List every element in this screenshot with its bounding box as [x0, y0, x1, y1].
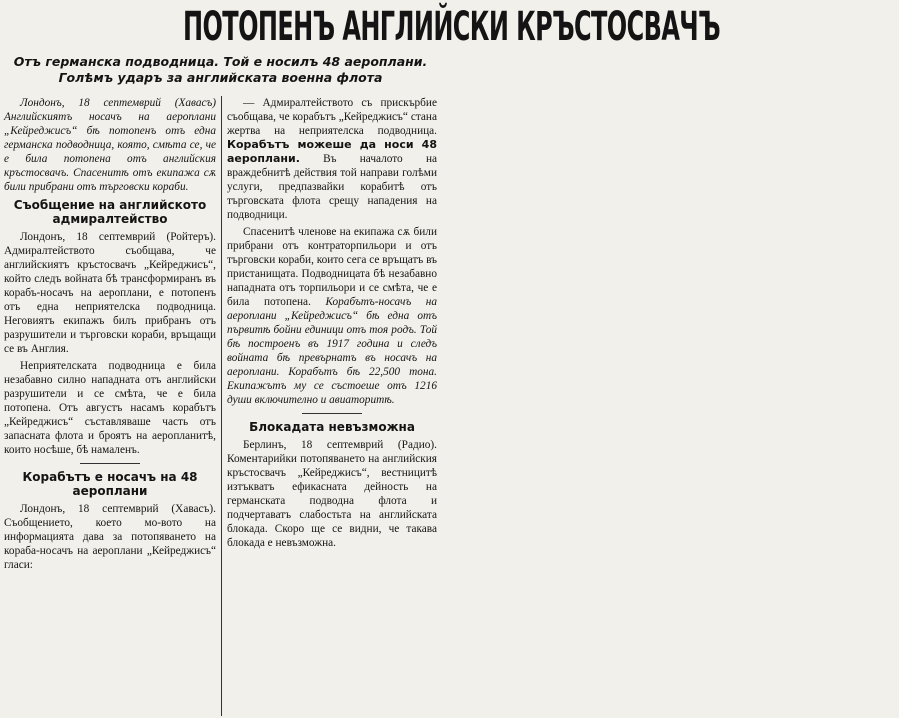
right-column — [227, 96, 437, 714]
admiralty-quote-rest: Въ началото на враждебнитѣ действия той направи голѣми услуги, предпазвайки корабитѣ отъ търговската флота срещу нападения на подводници. — [227, 153, 437, 221]
section-heading-admiralty-statement: Съобщение на английското адмиралтейство — [13, 198, 207, 226]
article-lead-paragraph: Лондонъ, 18 септемврий (Хавасъ) Английскиятъ носачъ на аероплани „Кейреджисъ“ бѣ потопенъ отъ една германска подводница, която, смѣта се, че е била потопена отъ английския кръстосвачъ. Спасенитѣ отъ екипажа сѫ били прибрани отъ търговски кораби. — [4, 97, 216, 193]
section-heading-blockade: Блокадата невъзможна — [249, 420, 415, 434]
headline-text: ПОТОПЕНЪ АНГЛИЙСКИ КРЪСТОСВАЧЪ — [183, 4, 721, 50]
admiralty-paragraph-1: Лондонъ, 18 септемврий (Ройтеръ). Адмиралтейството съобщава, че английскиятъ кръстосвачъ „Кейреджисъ“, който следъ войната бѣ трансформиранъ въ корабъ-носачъ на аероплани, е потопенъ отъ една неприятелска подводница. Неговиятъ екипажъ билъ прибранъ отъ разрушители и търговски кораби, връщащи се въ Англия. — [4, 231, 216, 355]
section-divider — [302, 413, 362, 414]
blockade-paragraph: Берлинъ, 18 септемврий (Радио). Коментарийки потопяването на английския кръстосвачъ „Кейреджисъ“, вестницитѣ изтъкватъ ефикасната дейность на германската подводна флота и подчертаватъ слабостьта на английската блокада. Скоро ще се видни, че такава блокада е невъзможна. — [227, 439, 437, 549]
ship-history-italic: Корабътъ-носачъ на аероплани „Кейреджисъ“ бѣ една отъ първитѣ бойни единици отъ тоя родъ. Той бѣ построенъ въ 1917 година и следъ войната бѣ превърнатъ въ носачъ на аероплани. Корабътъ бѣ 22,500 тона. Екипажътъ му се състоеше отъ 1216 души включително и авиаторитѣ. — [227, 296, 438, 406]
left-column — [4, 96, 216, 714]
admiralty-paragraph-2: Неприятелската подводница е била незабавно силно нападната отъ английски разрушители и се смѣта, че е била потопена. Отъ августъ насамъ корабътъ „Кейреджисъ“ съставляваше часть отъ запасната флота и броятъ на аеропланитѣ, които носѣше, бѣ намаленъ. — [4, 360, 216, 456]
subheadline: Отъ германска подводница. Той е носилъ 48 аероплани. Голѣмъ ударъ за английската военна флота — [13, 54, 428, 85]
carrier-paragraph: Лондонъ, 18 септемврий (Хавасъ). Съобщението, което мо-вото на информацията дава за потопяването на кораба-носачъ на аероплани „Кейреджисъ“ гласи: — [4, 503, 216, 571]
admiralty-quote-text: — Адмиралтейството съ прискърбие съобщава, че корабътъ „Кейреджисъ“ стана жертва на неприятелска подводница. — [227, 97, 437, 137]
aircraft-capacity-bold: Корабътъ можеше да носи 48 аероплани. — [227, 138, 437, 165]
rescue-paragraph — [227, 225, 437, 407]
rescue-text: Спасенитѣ членове на екипажа сѫ били прибрани отъ контраторпильори и отъ търговски кораби, които сега се връщатъ въ пристанищата. Подводницата бѣ незабавно нападната отъ торпильори и се смѣта, че е била потопена. — [227, 226, 437, 308]
admiralty-quote-paragraph — [227, 96, 437, 222]
column-divider — [221, 96, 222, 716]
headline — [4, 4, 721, 50]
section-divider — [80, 463, 140, 464]
section-heading-aircraft-carrier: Корабътъ е носачъ на 48 аероплани — [22, 470, 198, 498]
